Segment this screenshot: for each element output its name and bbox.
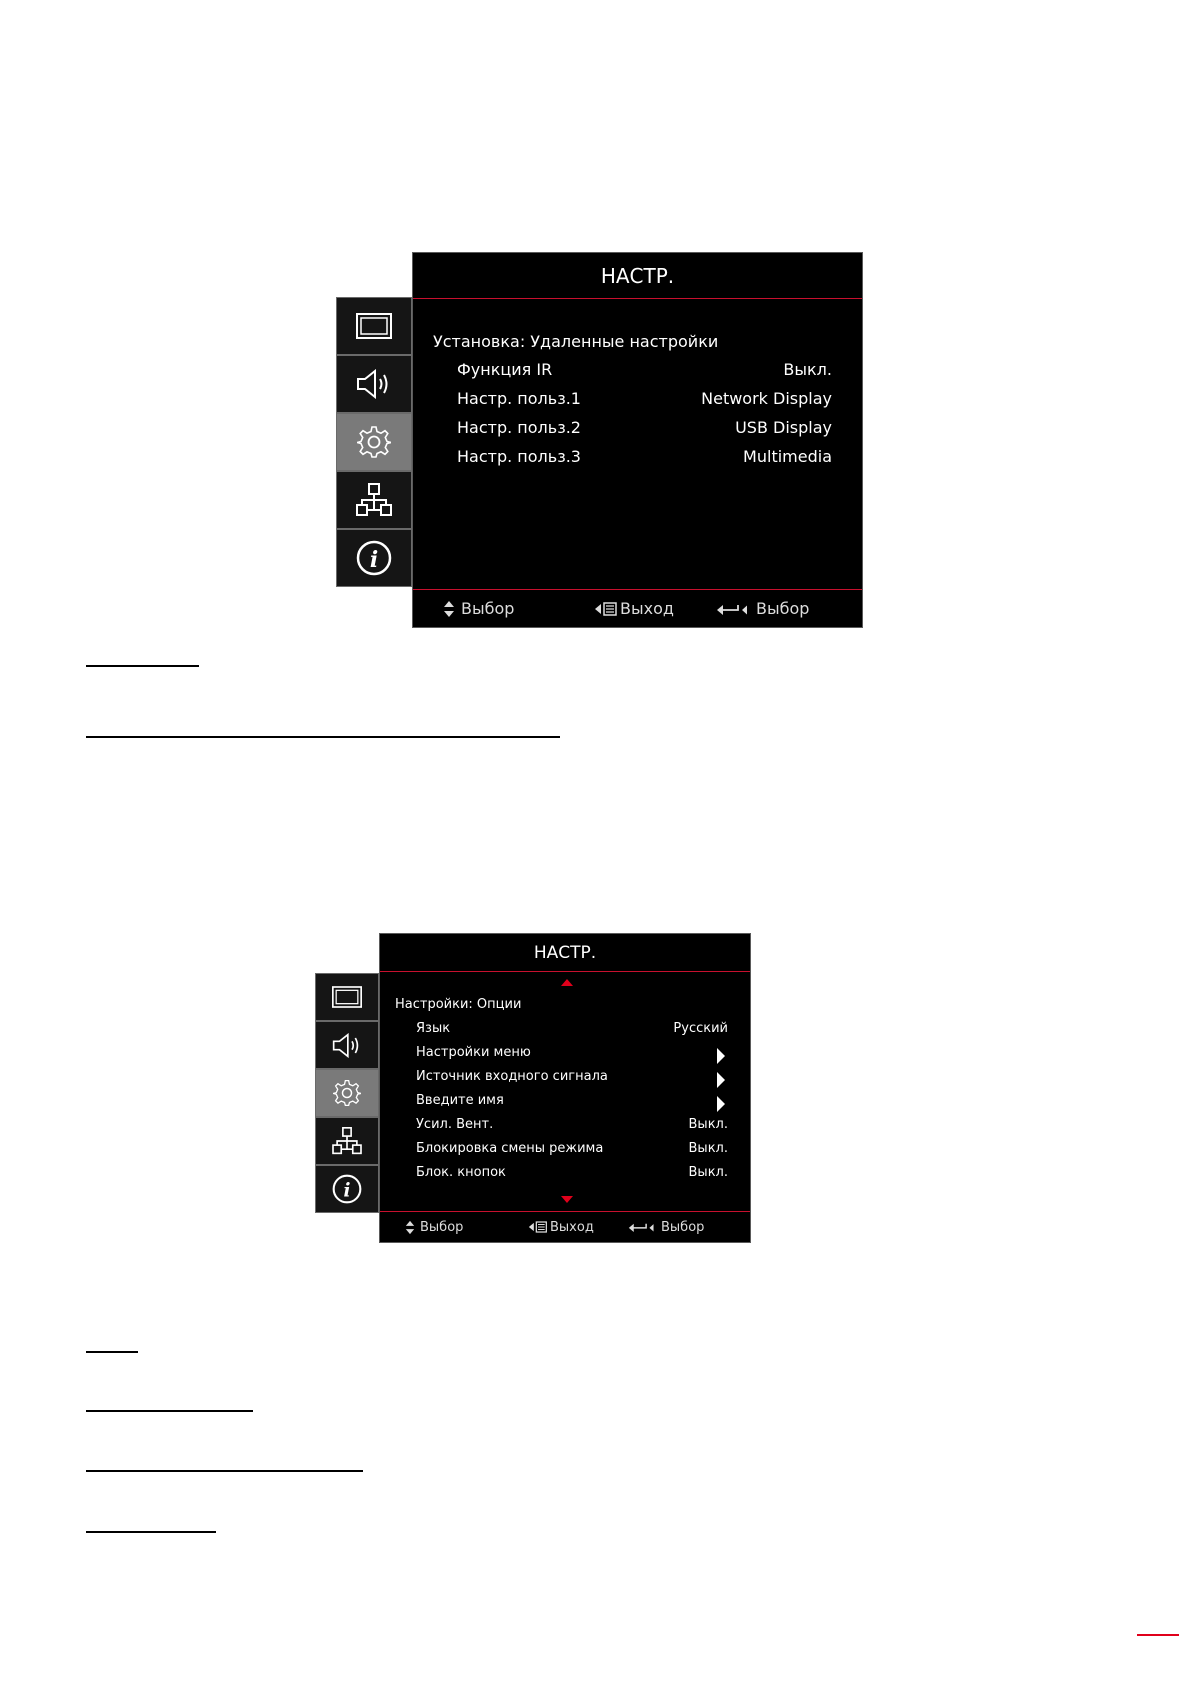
underline-4: [86, 1410, 253, 1412]
footer-select-hint: [443, 590, 514, 627]
audio-icon: [332, 1033, 362, 1058]
menu2-row-label: Источник входного сигнала: [416, 1069, 608, 1084]
menu2-title: НАСТР.: [380, 934, 750, 972]
menu1-row-label: Настр. польз.1: [457, 389, 581, 408]
scroll-down-arrow-icon[interactable]: [561, 1196, 573, 1203]
footer-exit-label: Выход: [620, 599, 674, 618]
footer-enter-hint: [716, 590, 809, 627]
svg-text:i: i: [369, 547, 379, 573]
menu2-row-label: Блокировка смены режима: [416, 1141, 604, 1156]
up-down-arrows-icon: [443, 600, 455, 618]
info-icon: [356, 540, 392, 576]
underline-2: [86, 736, 560, 738]
page-number-rule: [1137, 1634, 1179, 1636]
submenu-arrow-icon: [717, 1096, 725, 1112]
menu1-row-value: USB Display: [735, 418, 832, 437]
menu2-row-label: Введите имя: [416, 1093, 504, 1108]
menu1-row-value: Выкл.: [783, 360, 832, 379]
menu2-row-value: Выкл.: [688, 1117, 728, 1132]
menu2-row-enter-name[interactable]: [380, 1093, 750, 1113]
menu1-row-ir[interactable]: [413, 360, 862, 384]
enter-arrow-icon: [716, 601, 750, 617]
footer-exit-hint: [594, 590, 674, 627]
footer-enter-label: Выбор: [756, 599, 810, 618]
submenu-arrow-icon: [717, 1072, 725, 1088]
underline-5: [86, 1470, 363, 1472]
menu1-row-value: Multimedia: [743, 447, 832, 466]
tab-audio[interactable]: [315, 1021, 379, 1069]
underline-6: [86, 1531, 216, 1533]
menu2-row-label: Настройки меню: [416, 1045, 531, 1060]
menu1-title: НАСТР.: [413, 253, 862, 299]
up-down-arrows-icon: [405, 1220, 415, 1235]
tab-info[interactable]: [336, 529, 412, 587]
menu2-row-language[interactable]: [380, 1021, 750, 1041]
menu2-footer: [380, 1211, 750, 1242]
menu2-sidebar: [315, 973, 379, 1213]
menu2-heading: Настройки: Опции: [395, 997, 522, 1012]
network-icon: [332, 1127, 362, 1155]
tab-network[interactable]: [315, 1117, 379, 1165]
menu1-row-user1[interactable]: [413, 389, 862, 413]
menu1-row-label: Настр. польз.2: [457, 418, 581, 437]
footer-select-hint: [405, 1212, 463, 1242]
tab-info[interactable]: [315, 1165, 379, 1213]
enter-arrow-icon: [628, 1220, 656, 1234]
network-icon: [356, 483, 392, 517]
footer-select-label: Выбор: [420, 1219, 464, 1235]
settings-gear-icon: [333, 1079, 361, 1107]
tab-audio[interactable]: [336, 355, 412, 413]
menu2-osd: [379, 933, 751, 1243]
menu2-row-menu-settings[interactable]: [380, 1045, 750, 1065]
menu2-row-fan-boost[interactable]: [380, 1117, 750, 1137]
menu1-row-label: Настр. польз.3: [457, 447, 581, 466]
menu1-footer: [413, 589, 862, 627]
footer-enter-label: Выбор: [661, 1219, 705, 1235]
display-icon: [356, 313, 392, 339]
scroll-up-arrow-icon[interactable]: [561, 979, 573, 986]
footer-enter-hint: [628, 1212, 704, 1242]
left-menu-icon: [528, 1220, 548, 1234]
footer-exit-label: Выход: [550, 1219, 594, 1235]
menu2-row-mode-lock[interactable]: [380, 1141, 750, 1161]
menu2-row-label: Блок. кнопок: [416, 1165, 506, 1180]
menu1-row-label: Функция IR: [457, 360, 553, 379]
menu2-row-keypad-lock[interactable]: [380, 1165, 750, 1185]
menu1-row-user3[interactable]: [413, 447, 862, 471]
menu1-sidebar: [336, 297, 412, 587]
menu2-row-value: Выкл.: [688, 1141, 728, 1156]
underline-1: [86, 665, 199, 667]
audio-icon: [356, 369, 392, 399]
menu1-heading: Установка: Удаленные настройки: [433, 332, 719, 351]
menu1-osd: [412, 252, 863, 628]
info-icon: [332, 1174, 362, 1204]
menu1-row-user2[interactable]: [413, 418, 862, 442]
left-menu-icon: [594, 601, 618, 617]
settings-gear-icon: [357, 425, 391, 459]
menu2-row-value: Выкл.: [688, 1165, 728, 1180]
footer-exit-hint: [528, 1212, 594, 1242]
tab-network[interactable]: [336, 471, 412, 529]
menu1-row-value: Network Display: [701, 389, 832, 408]
underline-3: [86, 1351, 138, 1353]
tab-display[interactable]: [315, 973, 379, 1021]
display-icon: [332, 986, 362, 1008]
tab-display[interactable]: [336, 297, 412, 355]
submenu-arrow-icon: [717, 1048, 725, 1064]
tab-settings[interactable]: [315, 1069, 379, 1117]
menu2-row-label: Язык: [416, 1021, 451, 1036]
svg-text:i: i: [343, 1180, 351, 1202]
tab-settings[interactable]: [336, 413, 412, 471]
menu2-row-label: Усил. Вент.: [416, 1117, 494, 1132]
menu2-row-input-source[interactable]: [380, 1069, 750, 1089]
menu2-row-value: Русский: [673, 1021, 728, 1036]
footer-select-label: Выбор: [461, 599, 515, 618]
